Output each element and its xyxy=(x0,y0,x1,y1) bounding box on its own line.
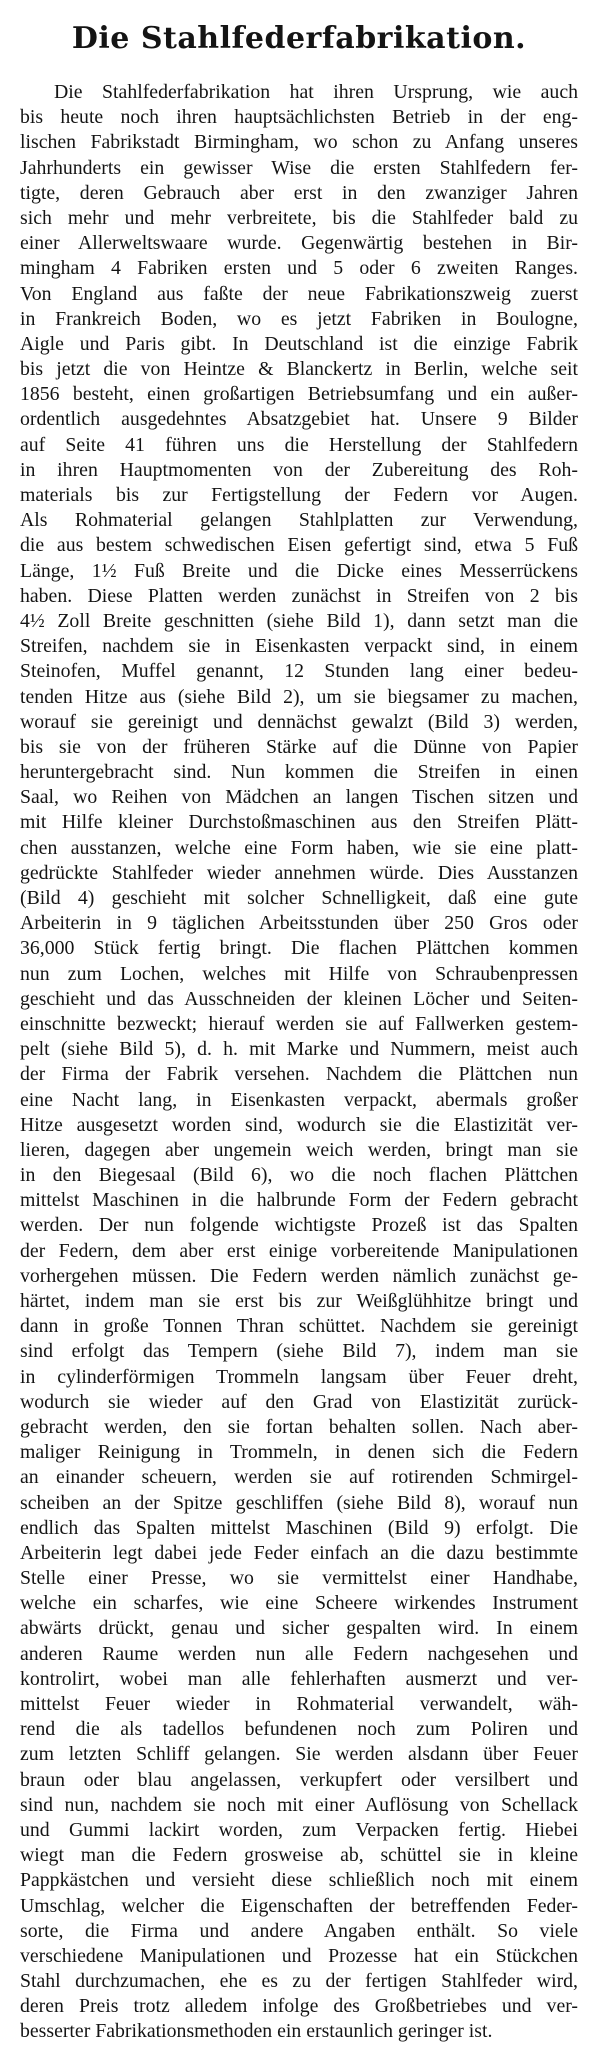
text-line: Als Rohmaterial gelangen Stahlplatten zur Verwendung, xyxy=(20,509,578,532)
text-line: sorte, die Firma und andere Angaben enthält. So viele xyxy=(20,1919,578,1942)
text-line: gebracht werden, den sie fortan behalten sollen. Nach aber- xyxy=(20,1415,578,1438)
text-line: materials bis zur Fertigstellung der Federn vor Augen. xyxy=(20,484,578,506)
text-line: braun oder blau angelassen, verkupfert oder versilbert und xyxy=(20,1768,578,1791)
text-line: der Firma der Fabrik versehen. Nachdem die Plättchen nun xyxy=(20,1063,578,1086)
text-line: tigte, deren Gebrauch aber erst in den zwanziger Jahren xyxy=(20,181,578,204)
text-line: und Gummi lackirt worden, zum Verpacken fertig. Hiebei xyxy=(20,1818,578,1841)
text-line: kontrolirt, wobei man alle fehlerhaften ausmerzt und ver- xyxy=(20,1667,578,1690)
text-line: Die Stahlfederfabrikation hat ihren Ursprung, wie auch xyxy=(54,81,578,103)
text-line: geschieht und das Ausschneiden der kleinen Löcher und Seiten- xyxy=(20,987,578,1010)
text-line: eine Nacht lang, in Eisenkasten verpackt, abermals großer xyxy=(20,1088,578,1111)
text-line: in den Biegesaal (Bild 6), wo die noch flachen Plättchen xyxy=(20,1164,578,1187)
text-line: mingham 4 Fabriken ersten und 5 oder 6 zweiten Ranges. xyxy=(20,257,578,280)
text-line: mit Hilfe kleiner Durchstoßmaschinen aus den Streifen Plätt- xyxy=(20,811,578,834)
text-line: Arbeiterin in 9 täglichen Arbeitsstunden über 250 Gros oder xyxy=(20,912,578,935)
text-line: Steinofen, Muffel genannt, 12 Stunden lang einer bedeu- xyxy=(20,660,578,683)
text-line: bis sie von der früheren Stärke auf die Dünne von Papier xyxy=(20,735,578,758)
text-line: heruntergebracht sind. Nun kommen die Streifen in einen xyxy=(20,761,578,784)
text-line: lischen Fabrikstadt Birmingham, wo schon zu Anfang unseres xyxy=(20,131,578,154)
text-line: die aus bestem schwedischen Eisen gefertigt sind, etwa 5 Fuß xyxy=(20,534,578,557)
text-line: Saal, wo Reihen von Mädchen an langen Tischen sitzen und xyxy=(20,786,578,809)
text-line: härtet, indem man sie erst bis zur Weißglühhitze bringt und xyxy=(20,1290,578,1312)
text-line: sind erfolgt das Tempern (siehe Bild 7), indem man sie xyxy=(20,1340,578,1363)
text-line: Stahl durchzumachen, ehe es zu der fertigen Stahlfeder wird, xyxy=(20,1970,578,1993)
text-line: besserter Fabrikationsmethoden ein erstaunlich geringer ist. xyxy=(20,2020,493,2043)
text-line: Arbeiterin legt dabei jede Feder einfach an die dazu bestimmte xyxy=(20,1541,578,1564)
text-line: lieren, dagegen aber ungemein weich werden, bringt man sie xyxy=(20,1138,578,1161)
text-line: maliger Reinigung in Trommeln, in denen sich die Federn xyxy=(20,1441,578,1464)
text-line: der Federn, dem aber erst einige vorbereitende Manipulationen xyxy=(20,1239,578,1262)
text-line: Hitze ausgesetzt worden sind, wodurch sie die Elastizität ver- xyxy=(20,1113,578,1136)
text-line: gedrückte Stahlfeder wieder annehmen würde. Dies Ausstanzen xyxy=(20,861,578,884)
text-line: pelt (siehe Bild 5), d. h. mit Marke und Nummern, meist auch xyxy=(20,1038,578,1061)
text-line: Streifen, nachdem sie in Eisenkasten verpackt sind, in einem xyxy=(20,635,578,658)
article-title: Die Stahlfederfabrikation. xyxy=(71,21,527,56)
text-line: mittelst Maschinen in die halbrunde Form der Federn gebracht xyxy=(20,1189,578,1212)
text-line: einschnitte bezweckt; hierauf werden sie auf Fallwerken gestem- xyxy=(20,1012,578,1035)
text-line: deren Preis trotz alledem infolge des Großbetriebes und ver- xyxy=(20,1995,578,2018)
text-line: zum letzten Schliff gelangen. Sie werden alsdann über Feuer xyxy=(20,1743,578,1766)
text-line: ordentlich ausgedehntes Absatzgebiet hat. Unsere 9 Bilder xyxy=(20,408,578,431)
text-line: Umschlag, welcher die Eigenschaften der betreffenden Feder- xyxy=(20,1894,578,1917)
text-line: welche ein scharfes, wie eine Scheere wirkendes Instrument xyxy=(20,1592,578,1615)
text-line: wodurch sie wieder auf den Grad von Elastizität zurück- xyxy=(20,1390,578,1413)
text-line: Pappkästchen und versieht diese schließlich noch mit einem xyxy=(20,1869,578,1892)
text-line: 1856 besteht, einen großartigen Betriebsumfang und ein außer- xyxy=(20,383,578,406)
text-line: scheiben an der Spitze geschliffen (siehe Bild 8), worauf nun xyxy=(20,1491,578,1514)
text-line: abwärts drückt, genau und sicher gespalten wird. In einem xyxy=(20,1617,578,1640)
text-line: Aigle und Paris gibt. In Deutschland ist die einzige Fabrik xyxy=(20,332,578,355)
text-line: Länge, 1½ Fuß Breite und die Dicke eines Messerrückens xyxy=(20,559,578,582)
text-line: chen ausstanzen, welche eine Form haben, wie sie eine platt- xyxy=(20,836,578,859)
text-line: in cylinderförmigen Trommeln langsam über Feuer dreht, xyxy=(20,1365,578,1388)
text-line: verschiedene Manipulationen und Prozesse hat ein Stückchen xyxy=(20,1944,578,1967)
text-line: Von England aus faßte der neue Fabrikationszweig zuerst xyxy=(20,282,578,305)
text-line: (Bild 4) geschieht mit solcher Schnelligkeit, daß eine gute xyxy=(20,887,578,909)
text-line: anderen Raume werden nun alle Federn nachgesehen und xyxy=(20,1642,578,1665)
text-line: wiegt man die Federn grosweise ab, schüttel sie in kleine xyxy=(20,1844,578,1867)
text-line: an einander scheuern, werden sie auf rotirenden Schmirgel- xyxy=(20,1466,578,1489)
text-line: sind nun, nachdem sie noch mit einer Auflösung von Schellack xyxy=(20,1793,578,1816)
text-line: bis jetzt die von Heintze & Blanckertz in Berlin, welche seit xyxy=(20,358,578,381)
text-line: werden. Der nun folgende wichtigste Prozeß ist das Spalten xyxy=(20,1214,578,1237)
text-line: 4½ Zoll Breite geschnitten (siehe Bild 1), dann setzt man die xyxy=(20,609,578,632)
text-line: Stelle einer Presse, wo sie vermittelst einer Handhabe, xyxy=(20,1567,578,1590)
text-line: bis heute noch ihren hauptsächlichsten Betrieb in der eng- xyxy=(20,106,578,129)
text-line: 36,000 Stück fertig bringt. Die flachen Plättchen kommen xyxy=(20,937,578,960)
text-line: worauf sie gereinigt und dennächst gewalzt (Bild 3) werden, xyxy=(20,710,578,733)
text-line: dann in große Tonnen Thran schüttet. Nachdem sie gereinigt xyxy=(20,1315,578,1338)
text-line: Jahrhunderts ein gewisser Wise die ersten Stahlfedern fer- xyxy=(20,156,578,179)
text-line: endlich das Spalten mittelst Maschinen (Bild 9) erfolgt. Die xyxy=(20,1516,578,1539)
text-line: auf Seite 41 führen uns die Herstellung der Stahlfedern xyxy=(20,433,578,456)
text-line: vorhergehen müssen. Die Federn werden nämlich zunächst ge- xyxy=(20,1264,578,1287)
text-line: mittelst Feuer wieder in Rohmaterial verwandelt, wäh- xyxy=(20,1693,578,1715)
text-line: rend die als tadellos befundenen noch zum Poliren und xyxy=(20,1718,578,1741)
text-line: in ihren Hauptmomenten von der Zubereitung des Roh- xyxy=(20,458,578,481)
text-line: nun zum Lochen, welches mit Hilfe von Schraubenpressen xyxy=(20,962,578,985)
text-line: in Frankreich Boden, wo es jetzt Fabriken in Boulogne, xyxy=(20,307,578,330)
text-line: haben. Diese Platten werden zunächst in Streifen von 2 bis xyxy=(20,584,578,607)
text-line: einer Allerweltswaare wurde. Gegenwärtig bestehen in Bir- xyxy=(20,232,578,255)
text-line: sich mehr und mehr verbreitete, bis die Stahlfeder bald zu xyxy=(20,206,578,229)
text-line: tenden Hitze aus (siehe Bild 2), um sie biegsamer zu machen, xyxy=(20,685,578,708)
article-body xyxy=(20,80,578,2045)
